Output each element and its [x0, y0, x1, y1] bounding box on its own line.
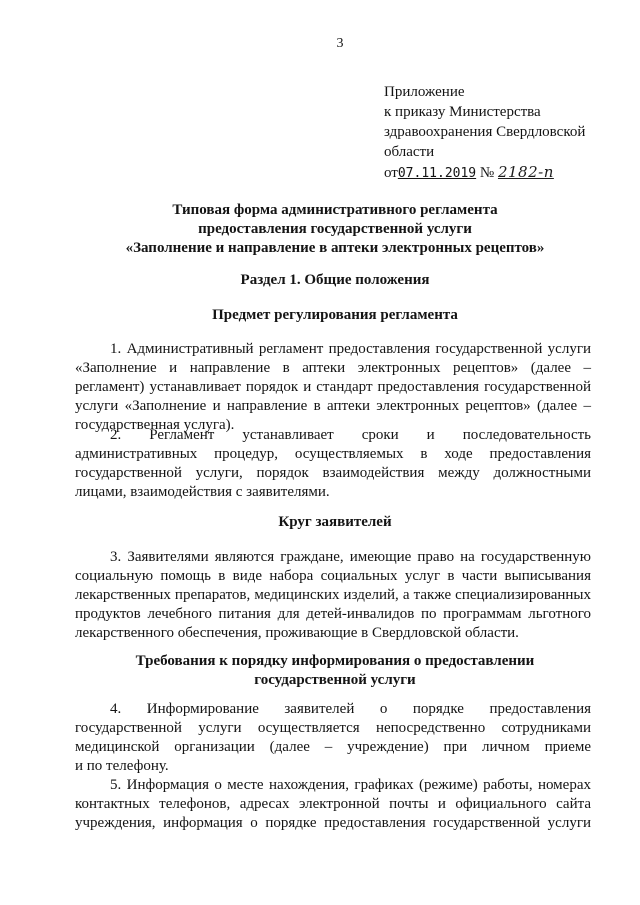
page-number: 3 [336, 36, 344, 51]
paragraph-2 [75, 426, 591, 502]
paragraph-line: «Заполнение и направление в аптеки электронных рецептов» (далее – [75, 360, 591, 376]
paragraph-line: контактных телефонов, адресах электронной почты и официального сайта [75, 796, 591, 812]
paragraph-line: социальную помощь в виде набора социальных услуг в части выписывания [75, 568, 591, 584]
paragraph-1 [75, 340, 591, 435]
paragraph-line: 5. Информация о месте нахождения, графиках (режиме) работы, номерах [110, 777, 591, 793]
section-heading: Раздел 1. Общие положения [240, 272, 430, 288]
number-prefix: № [479, 165, 495, 181]
date-prefix: от [384, 165, 398, 181]
paragraph-line: продуктов лечебного питания для детей-инвалидов по программам льготного [75, 606, 591, 622]
paragraph-line: 2. Регламент устанавливает сроки и последовательность [110, 427, 591, 443]
handwritten-date: 07.11.2019 [397, 166, 477, 181]
information-heading [40, 652, 630, 690]
applicants-heading: Круг заявителей [278, 514, 392, 530]
title-line: предоставления государственной услуги [198, 221, 472, 237]
heading-line: Требования к порядку информирования о предоставлении [135, 653, 535, 669]
paragraph-line: государственной услуги осуществляется непосредственно сотрудниками [75, 720, 591, 736]
subject-heading: Предмет регулирования регламента [212, 307, 458, 323]
paragraph-line: 3. Заявителями являются граждане, имеющие право на государственную [110, 549, 591, 565]
paragraph-line: лицами, взаимодействия с заявителями. [75, 484, 330, 500]
paragraph-line: лекарственного обеспечения, проживающие в Свердловской области. [75, 625, 519, 641]
paragraph-line: государственной услуги, порядок взаимодействия между должностными [75, 465, 591, 481]
appendix-block [384, 82, 614, 184]
heading-line: государственной услуги [254, 672, 416, 688]
handwritten-order-number: 2182-п [497, 163, 554, 181]
paragraph-line: лекарственных препаратов, медицинских изделий, а также специализированных [75, 587, 591, 603]
paragraph-line: государственная услуга). [75, 417, 235, 433]
appendix-line: области [384, 144, 435, 160]
paragraph-5 [75, 776, 591, 833]
appendix-line: Приложение [384, 84, 465, 100]
paragraph-line: 1. Административный регламент предоставления государственной услуги [110, 341, 591, 357]
paragraph-line: услуги «Заполнение и направление в аптеки электронных рецептов» (далее – [75, 398, 591, 414]
paragraph-line: административных процедур, осуществляемых в ходе предоставления [75, 446, 591, 462]
paragraph-line: медицинской организации (далее – учреждение) при личном приеме [75, 739, 591, 755]
title-line: Типовая форма административного регламента [172, 202, 498, 218]
appendix-line: здравоохранения Свердловской [384, 124, 586, 140]
paragraph-line: регламент) устанавливает порядок и стандарт предоставления государственной [75, 379, 591, 395]
paragraph-line: и по телефону. [75, 758, 169, 774]
paragraph-3 [75, 548, 591, 643]
title-line: «Заполнение и направление в аптеки электронных рецептов» [125, 240, 545, 256]
appendix-date-line [384, 162, 614, 184]
paragraph-line: учреждения, информация о порядке предоставления государственной услуги [75, 815, 591, 831]
paragraph-line: 4. Информирование заявителей о порядке предоставления [110, 701, 591, 717]
appendix-line: к приказу Министерства [384, 104, 541, 120]
paragraph-4 [75, 700, 591, 776]
document-title [40, 201, 630, 258]
